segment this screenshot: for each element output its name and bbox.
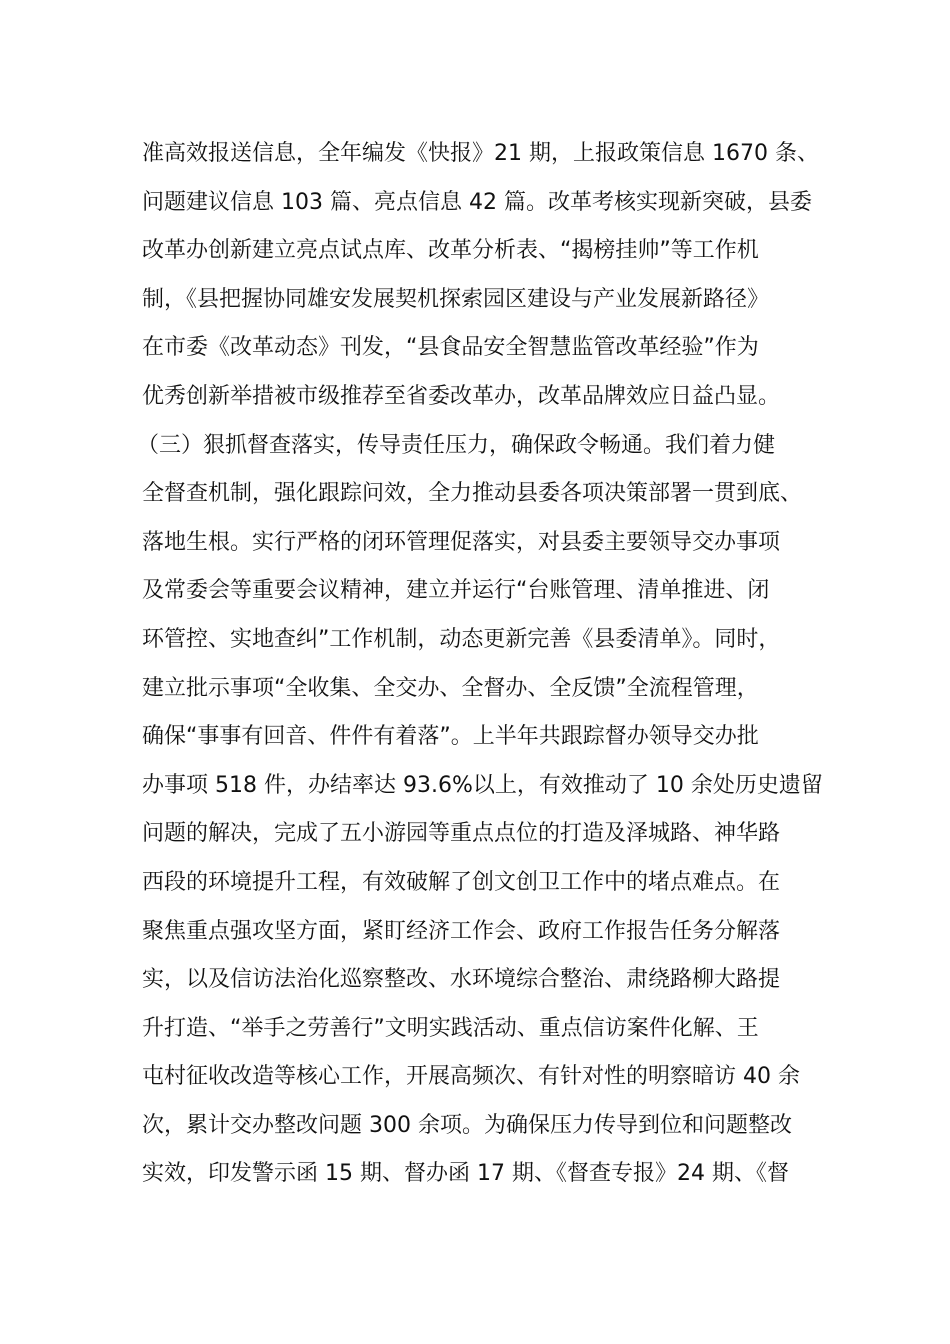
text-line: 建立批示事项“全收集、全交办、全督办、全反馈”全流程管理， xyxy=(142,675,759,701)
text-line: 落地生根。实行严格的闭环管理促落实，对县委主要领导交办事项 xyxy=(142,529,781,555)
text-line: 问题的解决，完成了五小游园等重点点位的打造及泽城路、神华路 xyxy=(142,821,781,847)
text-line: 问题建议信息 103 篇、亮点信息 42 篇。改革考核实现新突破，县委 xyxy=(142,189,812,215)
text-line: 聚焦重点强攻坚方面，紧盯经济工作会、政府工作报告任务分解落 xyxy=(142,918,781,944)
text-line: 西段的环境提升工程，有效破解了创文创卫工作中的堵点难点。在 xyxy=(142,869,781,895)
text-line: 在市委《改革动态》刊发，“县食品安全智慧监管改革经验”作为 xyxy=(142,335,759,361)
section-heading-line: （三）狠抓督查落实，传导责任压力，确保政令畅通。我们着力健 xyxy=(137,432,776,458)
body-text xyxy=(137,130,842,1199)
text-line: 办事项 518 件，办结率达 93.6%以上，有效推动了 10 余处历史遗留 xyxy=(142,772,823,798)
text-line: 次，累计交办整改问题 300 余项。为确保压力传导到位和问题整改 xyxy=(142,1112,792,1138)
text-line: 及常委会等重要会议精神，建立并运行“台账管理、清单推进、闭 xyxy=(142,578,770,604)
text-line: 制，《县把握协同雄安发展契机探索园区建设与产业发展新路径》 xyxy=(142,286,770,312)
text-line: 准高效报送信息，全年编发《快报》21 期，上报政策信息 1670 条、 xyxy=(142,141,819,166)
text-line: 实效，印发警示函 15 期、督办函 17 期、《督查专报》24 期、《督 xyxy=(142,1161,789,1187)
text-line: 优秀创新举措被市级推荐至省委改革办，改革品牌效应日益凸显。 xyxy=(142,383,781,409)
text-line: 确保“事事有回音、件件有着落”。上半年共跟踪督办领导交办批 xyxy=(142,724,759,750)
text-line: 屯村征收改造等核心工作，开展高频次、有针对性的明察暗访 40 余 xyxy=(142,1064,800,1090)
text-line: 全督查机制，强化跟踪问效，全力推动县委各项决策部署一贯到底、 xyxy=(142,481,803,507)
text-line: 环管控、实地查纠”工作机制，动态更新完善《县委清单》。同时， xyxy=(142,626,781,652)
text-line: 实，以及信访法治化巡察整改、水环境综合整治、肃绕路柳大路提 xyxy=(142,967,781,993)
text-line: 改革办创新建立亮点试点库、改革分析表、“揭榜挂帅”等工作机 xyxy=(142,238,759,264)
text-line: 升打造、“举手之劳善行”文明实践活动、重点信访案件化解、王 xyxy=(142,1015,759,1041)
